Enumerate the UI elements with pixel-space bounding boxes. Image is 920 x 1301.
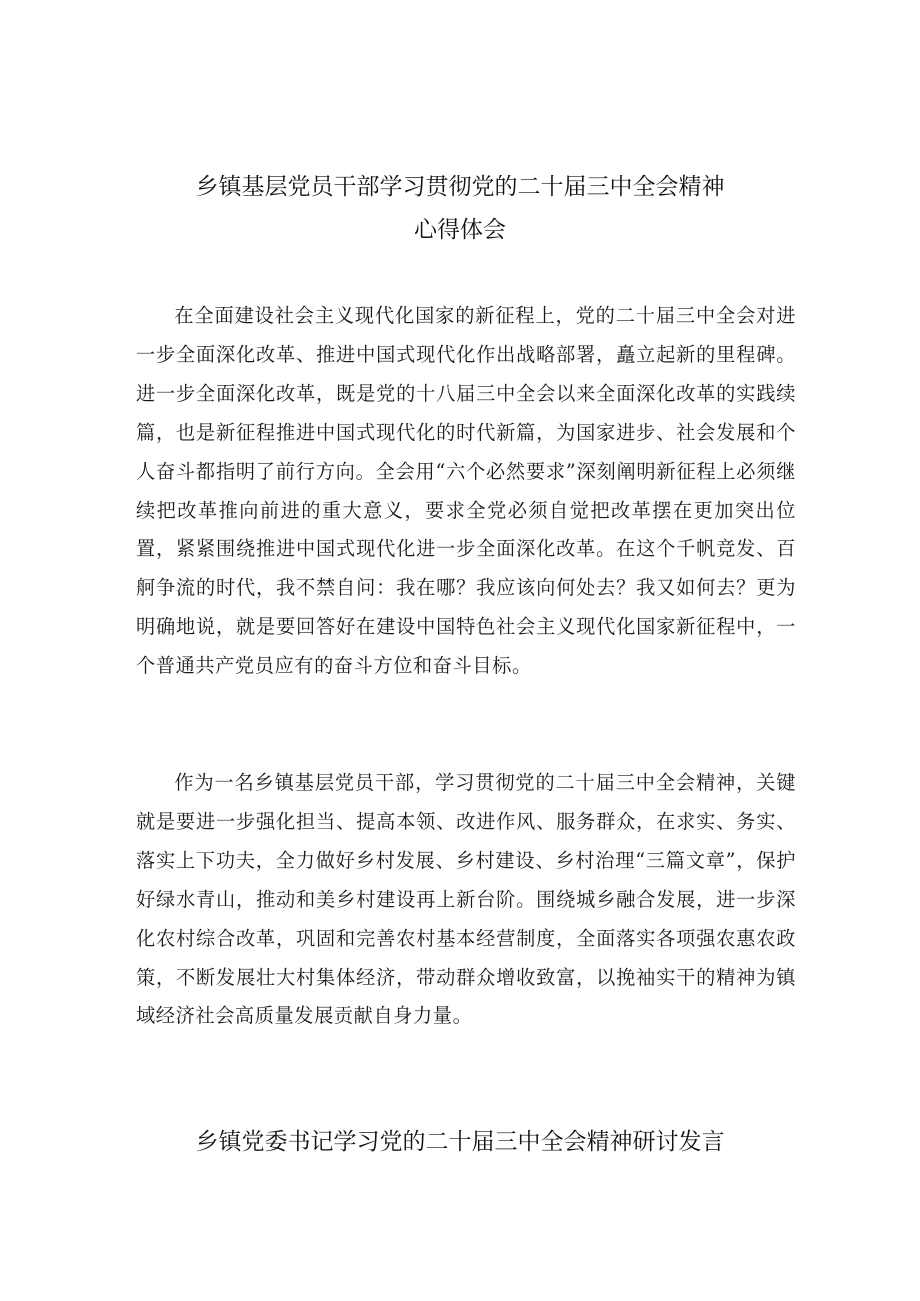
next-section-title: 乡镇党委书记学习党的二十届三中全会精神研讨发言 bbox=[195, 1129, 725, 1155]
body-paragraph-2: 作为一名乡镇基层党员干部，学习贯彻党的二十届三中全会精神，关键就是要进一步强化担当、提高本领、改进作风、服务群众，在求实、务实、落实上下功夫，全力做好乡村发展、乡村建设、乡村治理“三篇文章”，保护好绿水青山，推动和美乡村建设再上新台阶。围绕城乡融合发展，进一步深化农村综合改革，巩固和完善农村基本经营制度，全面落实各项强农惠农政策，不断发展壮大村集体经济，带动群众增收致富，以挽袖实干的精神为镇域经济社会高质量发展贡献自身力量。 bbox=[136, 771, 796, 1028]
body-paragraph-1: 在全面建设社会主义现代化国家的新征程上，党的二十届三中全会对进一步全面深化改革、推进中国式现代化作出战略部署，矗立起新的里程碑。进一步全面深化改革，既是党的十八届三中全会以来全面深化改革的实践续篇，也是新征程推进中国式现代化的时代新篇，为国家进步、社会发展和个人奋斗都指明了前行方向。全会用“六个必然要求”深刻阐明新征程上必须继续把改革推向前进的重大意义，要求全党必须自觉把改革摆在更加突出位置，紧紧围绕推进中国式现代化进一步全面深化改革。在这个千帆竞发、百舸争流的时代，我不禁自问：我在哪？我应该向何处去？我又如何去？更为明确地说，就是要回答好在建设中国特色社会主义现代化国家新征程中，一个普通共产党员应有的奋斗方位和奋斗目标。 bbox=[136, 304, 796, 678]
document-title-line-2: 心得体会 bbox=[414, 217, 506, 243]
document-title-line-1: 乡镇基层党员干部学习贯彻党的二十届三中全会精神 bbox=[195, 174, 725, 200]
